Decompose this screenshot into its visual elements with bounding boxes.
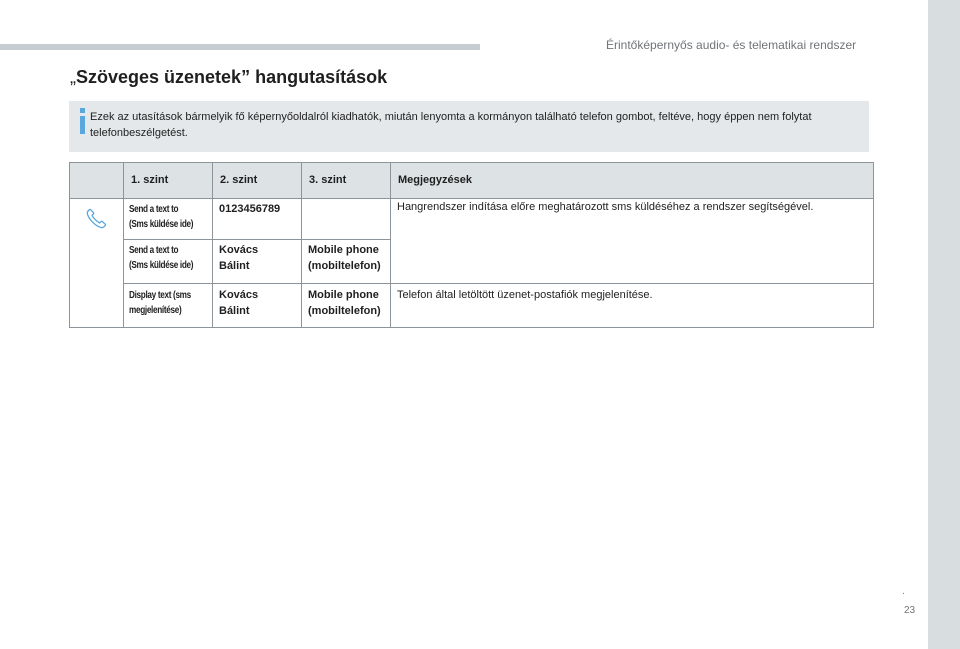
- icon-cell: [70, 199, 123, 327]
- phone-type: Mobile phone: [308, 289, 379, 301]
- page-number: 23: [904, 605, 916, 616]
- level-2-value: [219, 242, 299, 274]
- command-label: Send a text to: [129, 245, 179, 256]
- contact-first: Kovács: [219, 244, 259, 256]
- grid-line: [212, 163, 213, 327]
- header-level-3: 3. szint: [309, 174, 347, 186]
- info-text: Ezek az utasítások bármelyik fő képernyőoldalról kiadhatók, miután lenyomta a kormányon található telefon gombot, feltéve, hogy éppen nem folytat telefonbeszélgetést.: [90, 111, 812, 139]
- command-translation: (Sms küldése ide): [129, 260, 194, 271]
- side-strip: [928, 0, 960, 649]
- contact-second: Bálint: [219, 260, 250, 272]
- level-3-value: [308, 287, 390, 319]
- contact-second: Bálint: [219, 305, 250, 317]
- table-row: [129, 288, 211, 328]
- contact-first: Kovács: [219, 289, 259, 301]
- note-cell: Telefon által letöltött üzenet-postafiók megjelenítése.: [397, 289, 653, 301]
- grid-line: [123, 163, 124, 327]
- table-row: [129, 243, 211, 283]
- header-level-1: 1. szint: [131, 174, 169, 186]
- phone-handset-icon: [84, 207, 108, 231]
- voice-commands-table: [69, 162, 874, 328]
- command-label: Send a text to: [129, 204, 179, 215]
- info-box: [69, 101, 869, 152]
- title-close: ” hangutasítások: [241, 67, 388, 87]
- level-2-value: [219, 287, 299, 319]
- grid-line: [390, 163, 391, 327]
- table-row: [129, 202, 211, 239]
- command-translation: megjelenítése): [129, 305, 182, 316]
- running-header: Érintőképernyős audio- és telematikai rendszer: [606, 38, 857, 52]
- header-rule: [0, 44, 480, 50]
- title-main: Szöveges üzenetek: [76, 67, 242, 87]
- level-2-value: [219, 201, 299, 217]
- level-3-value: [308, 242, 390, 274]
- phone-type-translation: (mobiltelefon): [308, 305, 381, 317]
- page-marker: .: [902, 586, 905, 597]
- phone-number: 0123456789: [219, 203, 281, 215]
- note-cell: Hangrendszer indítása előre meghatározott sms küldéséhez a rendszer segítségével.: [397, 201, 814, 213]
- info-icon: [76, 108, 90, 134]
- section-title: [70, 67, 387, 88]
- phone-type: Mobile phone: [308, 244, 379, 256]
- header-notes: Megjegyzések: [398, 174, 472, 186]
- command-translation: (Sms küldése ide): [129, 219, 194, 230]
- grid-line: [301, 163, 302, 327]
- title-open-quote: „: [70, 67, 76, 87]
- command-label: Display text (sms: [129, 290, 191, 301]
- phone-type-translation: (mobiltelefon): [308, 260, 381, 272]
- grid-line: [123, 283, 873, 284]
- grid-line: [123, 239, 390, 240]
- header-level-2: 2. szint: [220, 174, 258, 186]
